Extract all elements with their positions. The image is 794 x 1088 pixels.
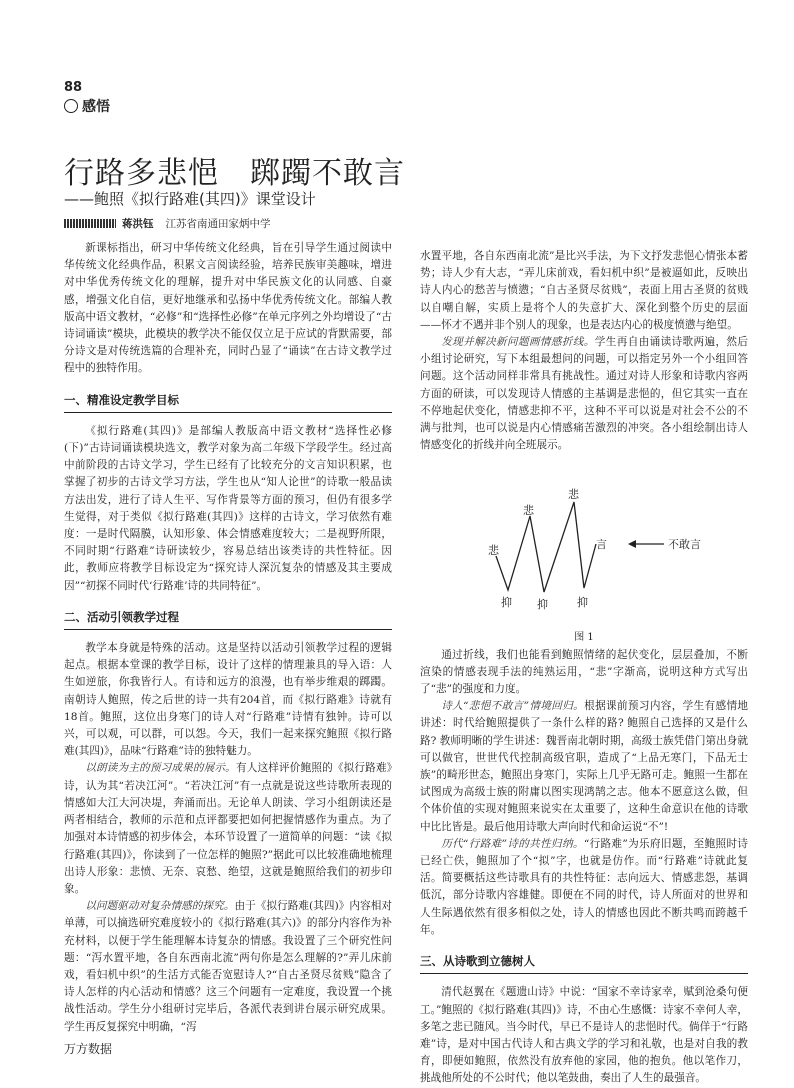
- emotion-line-svg: [420, 460, 748, 625]
- paragraph-body: 由于《拟行路难(其四)》内容相对单薄，可以摘选研究难度较小的《拟行路难(其六)》的部分内容作为补充材料，以便于学生能理解本诗复杂的情感。我设置了三个研究性问题：“泻水置平地，各自东西南北流”两句你是怎么理解的?”弄儿床前戏，看妇机中织”的生活方式能否宽慰诗人?“自古圣贤尽贫贱”隐含了诗人怎样的内心活动和情感？这三个问题有一定难度，我设置一个挑战性活动。学生分小组研讨完毕后，各派代表到讲台展示研究成果。学生再反复探究中明确，“泻: [64, 900, 393, 1033]
- paragraph: 通过折线，我们也能看到鲍照情绪的起伏变化，层层叠加，不断渲染的情感表现手法的纯熟运用，“悲”字渐高，说明这种方式写出了“悲”的强度和力度。: [420, 648, 748, 696]
- paragraph: [420, 836, 748, 939]
- peak-label-3: 悲: [568, 488, 579, 502]
- paragraph: [64, 760, 392, 898]
- paragraph-body: “行路难”为乐府旧题，至鲍照时诗已经亡佚，鲍照加了个“拟”字，也就是仿作。而“行路难”诗就此复活。简要概括这些诗歌具有的共性特征：志向远大、情感悲怨，基调低沉，部分诗歌内容雄健。即便在不同的时代，诗人所面对的世界和人生际遇依然有很多相似之处，诗人的情感也因此不断共鸣而跨越千年。: [420, 837, 748, 936]
- author-bar-decoration: [64, 219, 116, 228]
- paragraph-lead: 历代“行路难”诗的共性归纳。: [441, 837, 584, 850]
- footer-source: 万方数据: [64, 1042, 113, 1056]
- author-name: 蒋洪钰: [122, 218, 154, 230]
- peak-label-2: 悲: [523, 504, 534, 518]
- paragraph-lead: 发现并解决新问题画情感折线。: [441, 336, 595, 349]
- paragraph: [64, 898, 392, 1036]
- figure-caption: 图 1: [574, 632, 594, 644]
- paragraph-body: 根据课前预习内容，学生有感情地讲述：时代给鲍照提供了一条什么样的路? 鲍照自己选择的又是什么路? 教师明晰的学生讲述：魏晋南北朝时期，高级士族凭借门第出身就可以做官，世世代代控制高级官职，造成了“上品无寒门，下品无士族”的畸形世态，鲍照出身寒门，实际上几乎无路可走。鲍照一生都在试图成为高级士族的附庸以图实现鸿鹄之志。他本不愿意这么做，但个体价值的实现对鲍照来说实在太重要了，这种生命意识在他的诗歌中比比皆是。最后他用诗歌大声向时代和命运说“不”!: [420, 700, 748, 833]
- trough-label-2: 抑: [537, 598, 548, 612]
- paragraph-lead: 以问题驱动对复杂情感的探究。: [85, 900, 235, 913]
- left-column: [64, 240, 392, 1036]
- arrow-head: [628, 540, 636, 548]
- arrow-label: 不敢言: [668, 538, 701, 552]
- section-heading-3: 三、从诗歌到立德树人: [420, 953, 748, 974]
- section-label: 感悟: [82, 99, 110, 115]
- section-tag: [64, 96, 110, 116]
- author-line: [64, 216, 271, 231]
- author-affiliation: 江苏省南通田家炳中学: [165, 218, 271, 230]
- paragraph-body: 有人这样评价鲍照的《拟行路难》诗，认为其“若决江河”。“若决江河”有一点就是说这些诗歌所表现的情感如大江大河决堤，奔涌而出。无论单人朗读、学习小组朗读还是两者相结合，教师的示范和点评都要把如何把握情感作为重点。为了加强对本诗情感的初步体会，本环节设置了一道简单的问题：“读《拟行路难(其四)》，你读到了一位怎样的鲍照?”据此可以比较准确地梳理出诗人形象：悲愤、无奈、哀愁、绝望，这就是鲍照给我们的初步印象。: [64, 762, 393, 895]
- section-heading-1: 一、精准设定教学目标: [64, 392, 392, 413]
- article-subtitle: ——鲍照《拟行路难(其四)》课堂设计: [64, 190, 316, 208]
- section-heading-2: 二、活动引领教学过程: [64, 609, 392, 630]
- paragraph-lead: 诗人“悲悒不敢言”情境回归。: [441, 700, 585, 713]
- paragraph: [420, 698, 748, 836]
- paragraph: [420, 334, 748, 454]
- trough-label-3: 抑: [577, 596, 588, 610]
- end-label: 言: [596, 538, 607, 552]
- peak-label-1: 悲: [488, 544, 499, 558]
- emotion-diagram: [420, 460, 748, 625]
- trough-label-1: 抑: [501, 596, 512, 610]
- emotion-polyline: [496, 502, 596, 592]
- paragraph: 《拟行路难(其四)》是部编人教版高中语文教材“选择性必修(下)”古诗词诵读模块选文，教学对象为高二年级下学段学生。经过高中前阶段的古诗文学习，学生已经有了比较充分的文言知识积累，也掌握了初步的古诗文学习方法，学生也从“知人论世”的诗歌一般品读方法出发，进行了诗人生平、写作背景等方面的预习，但仍有很多学生觉得，对于类似《拟行路难(其四)》这样的古诗文，学习依然有难度：一是时代隔膜，认知形象、体会情感难度较大；二是视野所限，不同时期“行路难”诗研读较少，容易总结出该类诗的共性特征。因此，教师应将教学目标设定为“探究诗人深沉复杂的情感及其主要成因”“初探不同时代‘行路难’诗的共同特征”。: [64, 424, 392, 592]
- paragraph: 清代赵翼在《题遗山诗》中说：“国家不幸诗家幸，赋到沧桑句便工。”鲍照的《拟行路难(其四)》诗，不由心生感慨：诗家不幸何人幸，多笔之悲已随风。当今时代，早已不是诗人的悲悒时代。倘佯于“行路难”诗，是对中国古代诗人和古典文学的学习和礼敬，也是对自我的教育，即便如鲍照，依然没有放弃他的家园，他的抱负。他以笔作刀，挑战他所处的不公时代；他以笔鼓曲，奏出了人生的最强音。: [420, 986, 748, 1085]
- circle-icon: [64, 99, 78, 113]
- page-number: 88: [64, 80, 83, 95]
- paragraph: 水置平地，各自东西南北流”是比兴手法，为下文抒发悲悒心情张本蓄势；诗人少有大志，“弄儿床前戏，看妇机中织”是被逼如此，反映出诗人内心的愁苦与愤懑；“自古圣贤尽贫贱”，表面上用古圣贤的贫贱以自嘲自解，实质上是将个人的失意扩大、深化到整个历史的层面——怀才不遇并非个别人的现象，也是表达内心的极度愤懑与绝望。: [420, 250, 748, 331]
- right-column: [420, 248, 748, 1088]
- article-title: 行路多悲悒 踯躅不敢言: [64, 156, 405, 191]
- paragraph-body: 学生再自由诵读诗歌两遍，然后小组讨论研究，写下本组最想问的问题，可以指定另外一个小组回答问题。这个活动同样非常具有挑战性。通过对诗人形象和诗歌内容两方面的研读，可以发现诗人情感的主基调是悲悒的，但它其实一直在不停地起伏变化，情感悲抑不平，这种不平可以说是对社会不公的不满与批判，也可以说是内心情感痛苦激烈的冲突。各小组绘制出诗人情感变化的折线并向全班展示。: [420, 336, 748, 452]
- paragraph-lead: 以朗读为主的预习成果的展示。: [85, 762, 236, 775]
- intro-paragraph: 新课标指出，研习中华传统文化经典，旨在引导学生通过阅读中华传统文化经典作品，积累文言阅读经验，培养民族审美趣味，增进对中华优秀传统文化的理解，提升对中华民族文化的认同感、自豪感，增强文化自信，更好地继承和弘扬中华优秀传统文化。部编人教版高中语文教材，“必修”和“选择性必修”在单元序列之外均增设了“古诗词诵读”模块，此模块的教学决不能仅仅立足于应试的背默需要，部分诗文是对传统选篇的合理补充，同时凸显了“诵读”在古诗文教学过程中的独特作用。: [64, 242, 392, 375]
- paragraph: 教学本身就是特殊的活动。这是坚持以活动引领教学过程的逻辑起点。根据本堂课的教学目标，设计了这样的情理兼具的导入语：人生如逆旅，你我皆行人。有诗和远方的浪漫，也有举步维艰的踯躅。南朝诗人鲍照，传之后世的诗一共有204首，而《拟行路难》诗就有18首。鲍照，这位出身寒门的诗人对“行路难”诗情有独钟。诗可以兴，可以观，可以群，可以怨。今天，我们一起来探究鲍照《拟行路难(其四)》，品味“行路难”诗的独特魅力。: [64, 642, 392, 758]
